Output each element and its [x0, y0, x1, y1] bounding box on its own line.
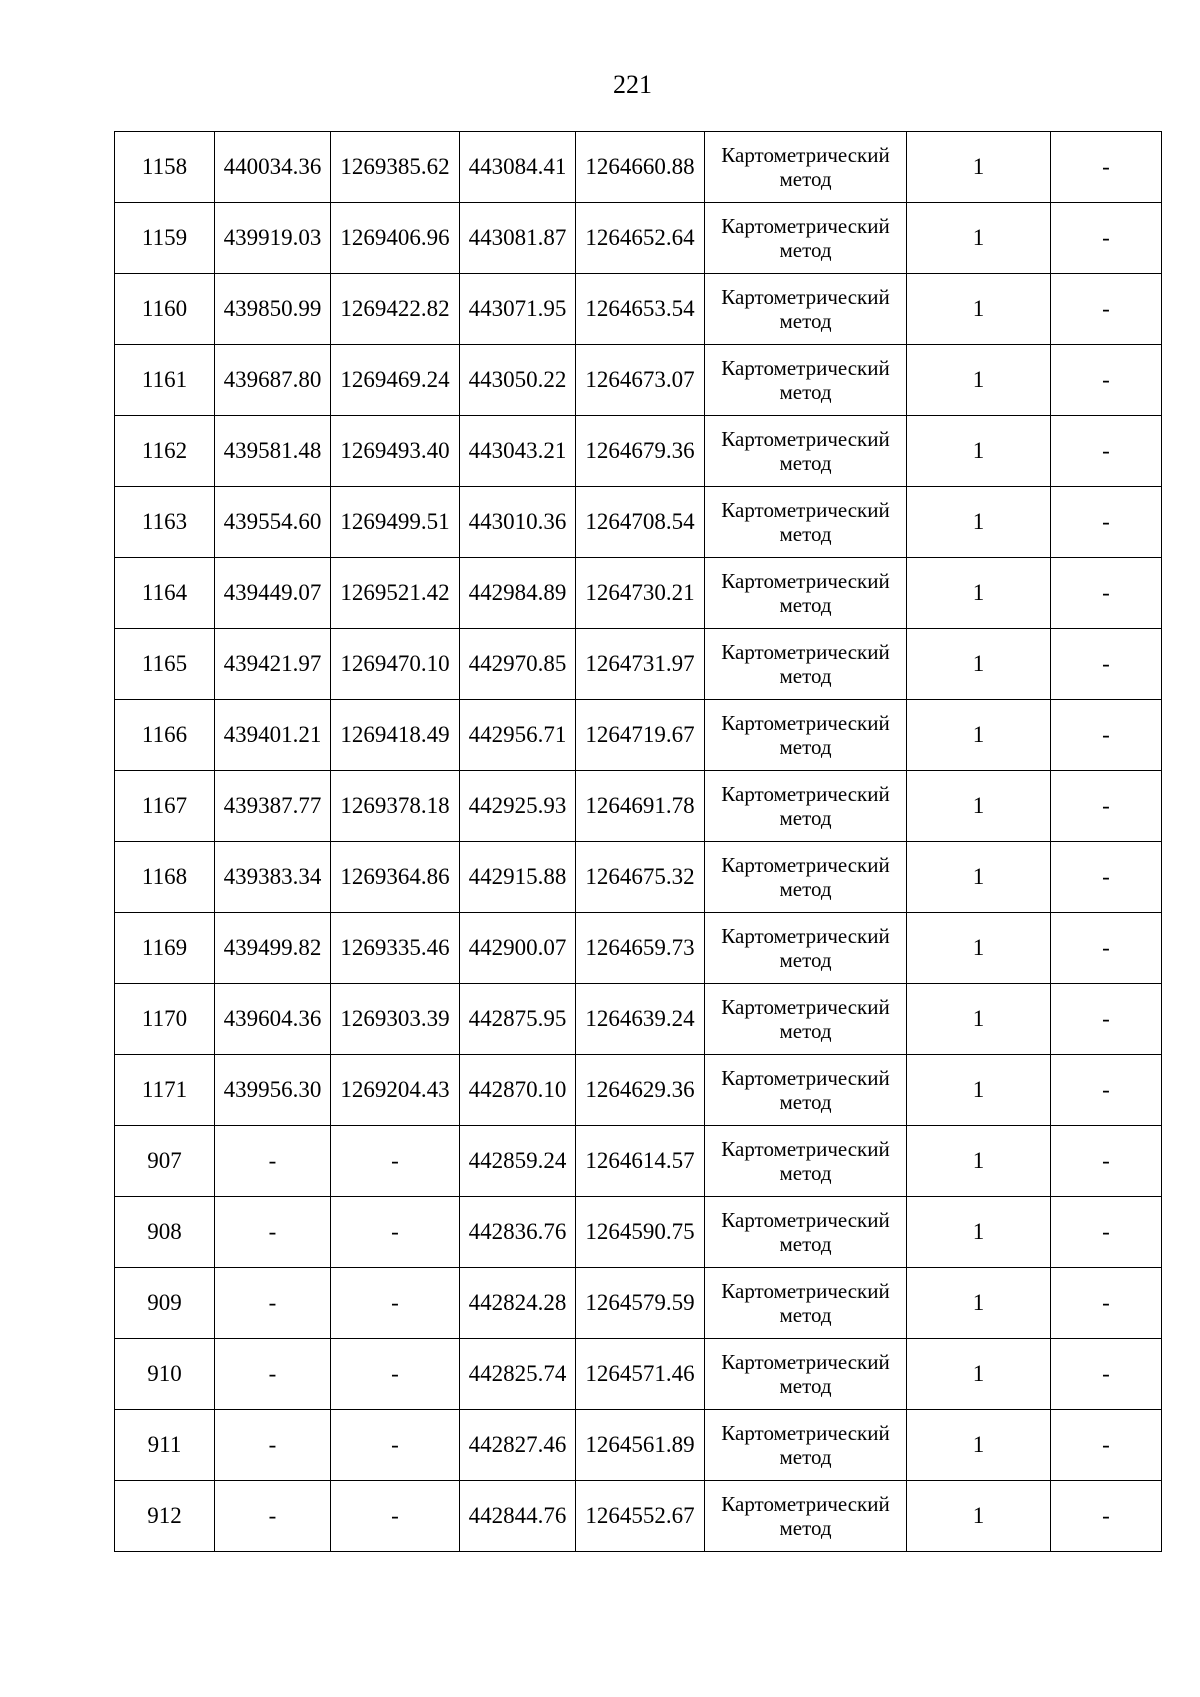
table-row: [115, 1197, 1162, 1268]
point-number-cell: 1158: [115, 132, 215, 203]
y-old-cell: 1269422.82: [331, 274, 460, 345]
y-new-cell: 1264708.54: [576, 487, 705, 558]
method-text-line: метод: [779, 522, 832, 546]
method-text-line: Картометрический: [721, 356, 890, 380]
note-cell: -: [1051, 416, 1162, 487]
y-new-cell: 1264590.75: [576, 1197, 705, 1268]
x-new-cell: 442956.71: [460, 700, 576, 771]
note-cell: -: [1051, 913, 1162, 984]
point-number-cell: 1165: [115, 629, 215, 700]
y-old-cell: 1269385.62: [331, 132, 460, 203]
accuracy-cell: 1: [907, 1268, 1051, 1339]
table-row: [115, 1481, 1162, 1552]
note-cell: -: [1051, 203, 1162, 274]
method-text-line: Картометрический: [721, 711, 890, 735]
y-old-cell: 1269406.96: [331, 203, 460, 274]
y-new-cell: 1264614.57: [576, 1126, 705, 1197]
accuracy-cell: 1: [907, 842, 1051, 913]
point-number-cell: 1168: [115, 842, 215, 913]
page-number: 221: [613, 70, 652, 99]
point-number-cell: 1162: [115, 416, 215, 487]
method-text-line: Картометрический: [721, 924, 890, 948]
accuracy-cell: 1: [907, 771, 1051, 842]
point-number-cell: 1166: [115, 700, 215, 771]
x-new-cell: 442836.76: [460, 1197, 576, 1268]
x-old-cell: -: [215, 1481, 331, 1552]
table-row: [115, 700, 1162, 771]
accuracy-cell: 1: [907, 487, 1051, 558]
method-cell: [705, 984, 907, 1055]
method-cell: [705, 1126, 907, 1197]
x-new-cell: 443010.36: [460, 487, 576, 558]
accuracy-cell: 1: [907, 416, 1051, 487]
coordinates-table: [114, 131, 1162, 1552]
method-cell: [705, 1481, 907, 1552]
y-new-cell: 1264730.21: [576, 558, 705, 629]
method-cell: [705, 558, 907, 629]
y-old-cell: 1269469.24: [331, 345, 460, 416]
accuracy-cell: 1: [907, 1126, 1051, 1197]
method-text-line: Картометрический: [721, 1421, 890, 1445]
method-text-line: Картометрический: [721, 1208, 890, 1232]
x-new-cell: 442970.85: [460, 629, 576, 700]
method-cell: [705, 132, 907, 203]
x-old-cell: 439687.80: [215, 345, 331, 416]
table-row: [115, 1055, 1162, 1126]
note-cell: -: [1051, 700, 1162, 771]
x-old-cell: 439919.03: [215, 203, 331, 274]
method-text-line: метод: [779, 1090, 832, 1114]
y-new-cell: 1264652.64: [576, 203, 705, 274]
table-row: [115, 1268, 1162, 1339]
method-cell: [705, 842, 907, 913]
table-row: [115, 842, 1162, 913]
method-text-line: Картометрический: [721, 427, 890, 451]
method-text-line: метод: [779, 1516, 832, 1540]
x-old-cell: 439421.97: [215, 629, 331, 700]
point-number-cell: 912: [115, 1481, 215, 1552]
method-cell: [705, 1339, 907, 1410]
method-text-line: метод: [779, 309, 832, 333]
table-row: [115, 1410, 1162, 1481]
method-cell: [705, 700, 907, 771]
method-text-line: метод: [779, 451, 832, 475]
x-new-cell: 442844.76: [460, 1481, 576, 1552]
accuracy-cell: 1: [907, 1410, 1051, 1481]
x-new-cell: 443071.95: [460, 274, 576, 345]
method-text-line: метод: [779, 1019, 832, 1043]
x-new-cell: 442824.28: [460, 1268, 576, 1339]
y-old-cell: 1269364.86: [331, 842, 460, 913]
y-old-cell: 1269499.51: [331, 487, 460, 558]
y-old-cell: 1269335.46: [331, 913, 460, 984]
y-old-cell: -: [331, 1126, 460, 1197]
method-text-line: Картометрический: [721, 1350, 890, 1374]
table-row: [115, 487, 1162, 558]
point-number-cell: 1170: [115, 984, 215, 1055]
x-new-cell: 442900.07: [460, 913, 576, 984]
x-old-cell: 439956.30: [215, 1055, 331, 1126]
accuracy-cell: 1: [907, 1197, 1051, 1268]
y-old-cell: 1269204.43: [331, 1055, 460, 1126]
accuracy-cell: 1: [907, 1339, 1051, 1410]
method-text-line: Картометрический: [721, 853, 890, 877]
y-old-cell: 1269470.10: [331, 629, 460, 700]
y-new-cell: 1264660.88: [576, 132, 705, 203]
method-cell: [705, 1055, 907, 1126]
y-old-cell: 1269493.40: [331, 416, 460, 487]
x-old-cell: 439499.82: [215, 913, 331, 984]
method-text-line: Картометрический: [721, 285, 890, 309]
point-number-cell: 1171: [115, 1055, 215, 1126]
accuracy-cell: 1: [907, 203, 1051, 274]
y-new-cell: 1264653.54: [576, 274, 705, 345]
point-number-cell: 1161: [115, 345, 215, 416]
point-number-cell: 1163: [115, 487, 215, 558]
table-row: [115, 416, 1162, 487]
accuracy-cell: 1: [907, 1481, 1051, 1552]
method-text-line: метод: [779, 806, 832, 830]
note-cell: -: [1051, 771, 1162, 842]
y-new-cell: 1264639.24: [576, 984, 705, 1055]
x-new-cell: 442875.95: [460, 984, 576, 1055]
y-old-cell: -: [331, 1197, 460, 1268]
y-old-cell: -: [331, 1268, 460, 1339]
note-cell: -: [1051, 345, 1162, 416]
method-cell: [705, 203, 907, 274]
y-old-cell: -: [331, 1481, 460, 1552]
method-cell: [705, 1268, 907, 1339]
y-new-cell: 1264719.67: [576, 700, 705, 771]
method-text-line: метод: [779, 1445, 832, 1469]
point-number-cell: 1160: [115, 274, 215, 345]
note-cell: -: [1051, 984, 1162, 1055]
y-old-cell: 1269521.42: [331, 558, 460, 629]
method-text-line: Картометрический: [721, 214, 890, 238]
note-cell: -: [1051, 274, 1162, 345]
accuracy-cell: 1: [907, 984, 1051, 1055]
table-row: [115, 132, 1162, 203]
y-new-cell: 1264579.59: [576, 1268, 705, 1339]
table-row: [115, 1126, 1162, 1197]
accuracy-cell: 1: [907, 700, 1051, 771]
x-old-cell: -: [215, 1268, 331, 1339]
note-cell: -: [1051, 487, 1162, 558]
x-new-cell: 442827.46: [460, 1410, 576, 1481]
note-cell: -: [1051, 1410, 1162, 1481]
accuracy-cell: 1: [907, 1055, 1051, 1126]
table-row: [115, 345, 1162, 416]
method-cell: [705, 487, 907, 558]
point-number-cell: 910: [115, 1339, 215, 1410]
point-number-cell: 911: [115, 1410, 215, 1481]
note-cell: -: [1051, 1339, 1162, 1410]
point-number-cell: 908: [115, 1197, 215, 1268]
method-text-line: Картометрический: [721, 143, 890, 167]
y-new-cell: 1264629.36: [576, 1055, 705, 1126]
y-new-cell: 1264675.32: [576, 842, 705, 913]
table-row: [115, 984, 1162, 1055]
point-number-cell: 1164: [115, 558, 215, 629]
y-new-cell: 1264552.67: [576, 1481, 705, 1552]
method-cell: [705, 1197, 907, 1268]
note-cell: -: [1051, 629, 1162, 700]
x-old-cell: 439401.21: [215, 700, 331, 771]
method-text-line: Картометрический: [721, 1279, 890, 1303]
method-cell: [705, 629, 907, 700]
x-old-cell: -: [215, 1197, 331, 1268]
method-text-line: метод: [779, 167, 832, 191]
method-text-line: метод: [779, 948, 832, 972]
method-text-line: метод: [779, 877, 832, 901]
accuracy-cell: 1: [907, 274, 1051, 345]
x-old-cell: -: [215, 1410, 331, 1481]
y-new-cell: 1264561.89: [576, 1410, 705, 1481]
method-text-line: метод: [779, 1161, 832, 1185]
method-cell: [705, 416, 907, 487]
method-text-line: метод: [779, 1374, 832, 1398]
y-new-cell: 1264659.73: [576, 913, 705, 984]
table-row: [115, 274, 1162, 345]
table-row: [115, 629, 1162, 700]
x-new-cell: 442984.89: [460, 558, 576, 629]
y-new-cell: 1264673.07: [576, 345, 705, 416]
method-text-line: метод: [779, 1303, 832, 1327]
x-old-cell: 439554.60: [215, 487, 331, 558]
y-old-cell: 1269378.18: [331, 771, 460, 842]
y-old-cell: 1269418.49: [331, 700, 460, 771]
x-new-cell: 442870.10: [460, 1055, 576, 1126]
method-text-line: Картометрический: [721, 995, 890, 1019]
accuracy-cell: 1: [907, 629, 1051, 700]
method-text-line: Картометрический: [721, 782, 890, 806]
x-old-cell: 439581.48: [215, 416, 331, 487]
method-cell: [705, 274, 907, 345]
method-text-line: метод: [779, 238, 832, 262]
x-old-cell: 439383.34: [215, 842, 331, 913]
note-cell: -: [1051, 1126, 1162, 1197]
table-row: [115, 1339, 1162, 1410]
note-cell: -: [1051, 1197, 1162, 1268]
table-body: [115, 132, 1162, 1552]
method-text-line: метод: [779, 380, 832, 404]
x-old-cell: -: [215, 1339, 331, 1410]
method-text-line: Картометрический: [721, 1137, 890, 1161]
x-old-cell: 439850.99: [215, 274, 331, 345]
point-number-cell: 1169: [115, 913, 215, 984]
table-row: [115, 203, 1162, 274]
x-old-cell: -: [215, 1126, 331, 1197]
method-text-line: Картометрический: [721, 640, 890, 664]
y-new-cell: 1264679.36: [576, 416, 705, 487]
y-new-cell: 1264731.97: [576, 629, 705, 700]
table-row: [115, 913, 1162, 984]
method-cell: [705, 345, 907, 416]
x-new-cell: 443043.21: [460, 416, 576, 487]
method-text-line: метод: [779, 593, 832, 617]
x-new-cell: 442925.93: [460, 771, 576, 842]
x-old-cell: 440034.36: [215, 132, 331, 203]
table-row: [115, 558, 1162, 629]
point-number-cell: 1167: [115, 771, 215, 842]
x-old-cell: 439604.36: [215, 984, 331, 1055]
note-cell: -: [1051, 132, 1162, 203]
note-cell: -: [1051, 558, 1162, 629]
accuracy-cell: 1: [907, 345, 1051, 416]
y-old-cell: -: [331, 1410, 460, 1481]
point-number-cell: 907: [115, 1126, 215, 1197]
x-new-cell: 443050.22: [460, 345, 576, 416]
method-text-line: Картометрический: [721, 498, 890, 522]
note-cell: -: [1051, 1481, 1162, 1552]
x-new-cell: 443084.41: [460, 132, 576, 203]
x-new-cell: 442825.74: [460, 1339, 576, 1410]
method-cell: [705, 771, 907, 842]
x-new-cell: 442859.24: [460, 1126, 576, 1197]
note-cell: -: [1051, 1268, 1162, 1339]
y-old-cell: 1269303.39: [331, 984, 460, 1055]
x-new-cell: 443081.87: [460, 203, 576, 274]
y-new-cell: 1264691.78: [576, 771, 705, 842]
method-cell: [705, 1410, 907, 1481]
x-old-cell: 439449.07: [215, 558, 331, 629]
x-old-cell: 439387.77: [215, 771, 331, 842]
point-number-cell: 909: [115, 1268, 215, 1339]
table-row: [115, 771, 1162, 842]
accuracy-cell: 1: [907, 132, 1051, 203]
method-cell: [705, 913, 907, 984]
note-cell: -: [1051, 1055, 1162, 1126]
y-new-cell: 1264571.46: [576, 1339, 705, 1410]
accuracy-cell: 1: [907, 558, 1051, 629]
note-cell: -: [1051, 842, 1162, 913]
method-text-line: метод: [779, 1232, 832, 1256]
method-text-line: Картометрический: [721, 1066, 890, 1090]
x-new-cell: 442915.88: [460, 842, 576, 913]
method-text-line: метод: [779, 664, 832, 688]
method-text-line: Картометрический: [721, 1492, 890, 1516]
point-number-cell: 1159: [115, 203, 215, 274]
accuracy-cell: 1: [907, 913, 1051, 984]
method-text-line: метод: [779, 735, 832, 759]
method-text-line: Картометрический: [721, 569, 890, 593]
y-old-cell: -: [331, 1339, 460, 1410]
